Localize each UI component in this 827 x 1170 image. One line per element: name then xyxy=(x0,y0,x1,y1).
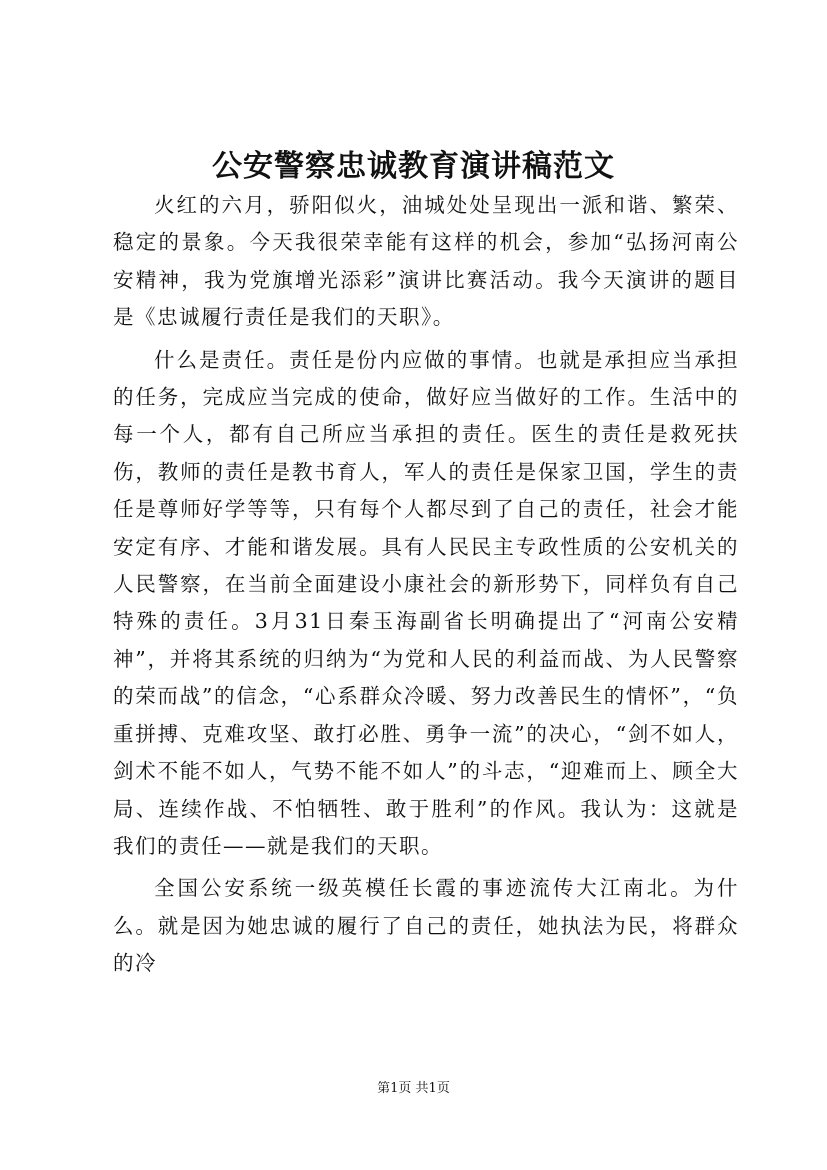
paragraph-what-is-responsibility: 什么是责任。责任是份内应做的事情。也就是承担应当承担的任务，完成应当完成的使命，做好应当做好的工作。生活中的每一个人，都有自己所应当承担的责任。医生的责任是救死扶伤，教师的责任是教书育人，军人的责任是保家卫国，学生的责任是尊师好学等等，只有每个人都尽到了自己的责任，社会才能安定有序、才能和谐发展。具有人民民主专政性质的公安机关的人民警察，在当前全面建设小康社会的新形势下，同样负有自己特殊的责任。3月31日秦玉海副省长明确提出了“河南公安精神”，并将其系统的归纳为“为党和人民的利益而战、为人民警察的荣而战”的信念，“心系群众冷暖、努力改善民生的情怀”，“负重拼搏、克难攻坚、敢打必胜、勇争一流”的决心，“剑不如人，剑术不能不如人，气势不能不如人”的斗志，“迎难而上、顾全大局、连续作战、不怕牺牲、敢于胜利”的作风。我认为：这就是我们的责任——就是我们的天职。 xyxy=(113,347,739,858)
page-number-footer: 第1页 共1页 xyxy=(377,1081,450,1096)
document-title: 公安警察忠诚教育演讲稿范文 xyxy=(212,149,615,184)
document-body xyxy=(113,187,739,983)
paragraph-ren-changxia: 全国公安系统一级英模任长霞的事迹流传大江南北。为什么。就是因为她忠诚的履行了自己的责任，她执法为民，将群众的冷 xyxy=(113,876,739,976)
paragraph-intro: 火红的六月，骄阳似火，油城处处呈现出一派和谐、繁荣、稳定的景象。今天我很荣幸能有这样的机会，参加“弘扬河南公安精神，我为党旗增光添彩”演讲比赛活动。我今天演讲的题目是《忠诚履行责任是我们的天职》。 xyxy=(113,193,739,330)
